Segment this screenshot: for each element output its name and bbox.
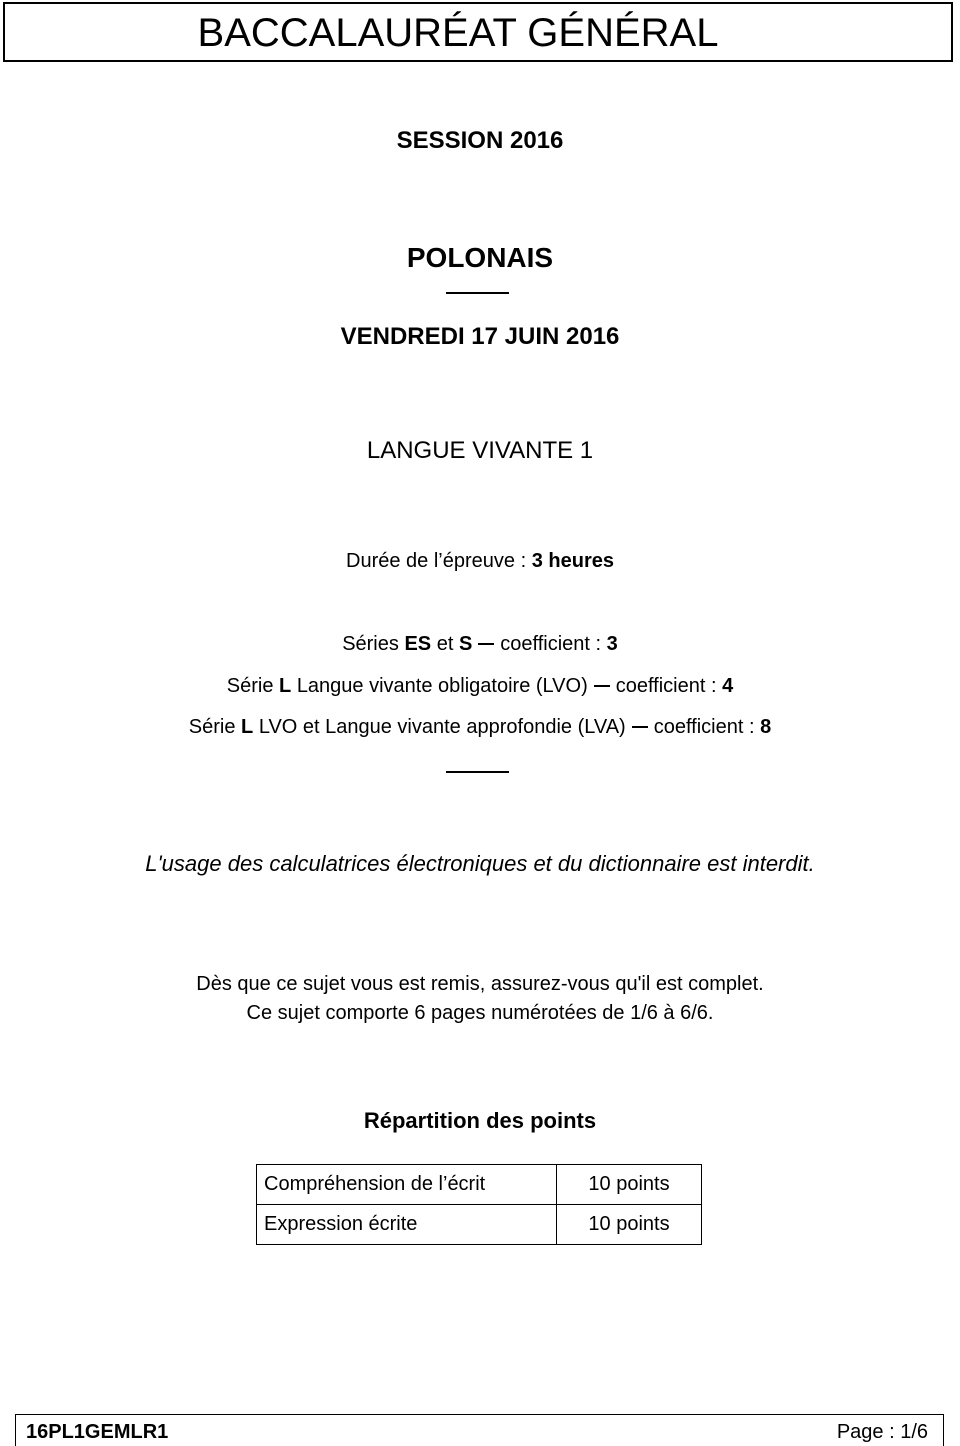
table-cell-points: 10 points [557, 1165, 702, 1205]
page-number: Page : 1/6 [836, 1421, 928, 1443]
exam-title: BACCALAURÉAT GÉNÉRAL [197, 11, 719, 55]
coefficient-label: coefficient : [653, 716, 755, 738]
series-line-l-lva [0, 716, 960, 739]
series-line-es-s [0, 633, 960, 656]
series-prefix: Série [188, 716, 236, 738]
dash-separator [594, 685, 610, 687]
exam-date: VENDREDI 17 JUIN 2016 [340, 323, 620, 350]
duration-label: Durée de l’épreuve : [346, 550, 527, 572]
table-row [257, 1165, 702, 1205]
separator-rule [446, 292, 509, 294]
table-cell-part: Expression écrite [257, 1205, 557, 1245]
table-cell-part: Compréhension de l’écrit [257, 1165, 557, 1205]
series-description: Langue vivante obligatoire (LVO) [296, 675, 588, 697]
points-title: Répartition des points [363, 1108, 597, 1133]
series-line-l-lvo [0, 675, 960, 698]
subject-code: 16PL1GEMLR1 [26, 1421, 169, 1443]
subject-heading: POLONAIS [406, 242, 554, 273]
series-prefix: Séries [342, 633, 399, 655]
series-code: ES [404, 633, 432, 655]
series-code: L [279, 675, 292, 697]
table-row [257, 1205, 702, 1245]
session-heading: SESSION 2016 [396, 127, 564, 154]
calculator-notice: L'usage des calculatrices électroniques et du dictionnaire est interdit. [145, 851, 815, 876]
dash-separator [632, 726, 648, 728]
series-connector: et [436, 633, 454, 655]
separator-rule [446, 771, 509, 773]
language-level: LANGUE VIVANTE 1 [366, 437, 594, 464]
coefficient-value: 8 [760, 716, 772, 738]
dash-separator [478, 643, 494, 645]
series-code: S [458, 633, 473, 655]
coefficient-value: 4 [722, 675, 734, 697]
completeness-notice: Dès que ce sujet vous est remis, assurez-vous qu'il est complet. [196, 973, 764, 995]
pages-notice: Ce sujet comporte 6 pages numérotées de 1/6 à 6/6. [246, 1002, 714, 1024]
series-prefix: Série [226, 675, 274, 697]
points-table [256, 1164, 702, 1245]
duration-line [0, 550, 960, 573]
exam-title-box [3, 2, 953, 62]
series-description: LVO et Langue vivante approfondie (LVA) [258, 716, 626, 738]
coefficient-value: 3 [606, 633, 618, 655]
duration-value: 3 heures [531, 550, 614, 572]
page-footer [15, 1414, 944, 1446]
series-code: L [241, 716, 254, 738]
coefficient-label: coefficient : [615, 675, 717, 697]
coefficient-label: coefficient : [500, 633, 602, 655]
table-cell-points: 10 points [557, 1205, 702, 1245]
